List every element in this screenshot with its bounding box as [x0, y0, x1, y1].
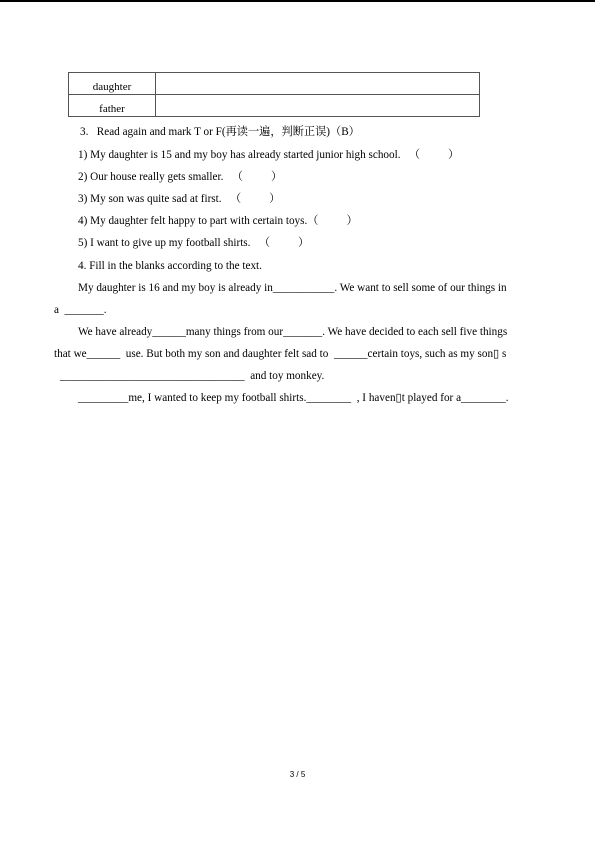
fill-line-6: _________me, I wanted to keep my football shirts.________ , I haven▯t played for a________.	[78, 392, 509, 404]
fill-line-3: We have already______many things from our_______. We have decided to each sell five things	[78, 326, 508, 338]
fill-line-4: that we______ use. But both my son and daughter felt sad to ______certain toys, such as my son▯ s	[54, 348, 507, 360]
tf-item-5: 5) I want to give up my football shirts. （ ）	[78, 237, 310, 249]
fill-table	[68, 72, 480, 117]
fill-line-5: _________________________________ and toy monkey.	[60, 370, 325, 382]
tf-item-3: 3) My son was quite sad at first. （ ）	[78, 193, 281, 205]
tf-item-4: 4) My daughter felt happy to part with certain toys.（ ）	[78, 215, 358, 227]
table-row	[69, 73, 480, 95]
fill-line-1: My daughter is 16 and my boy is already in___________. We want to sell some of our things in	[78, 282, 507, 294]
row-label: father	[69, 95, 156, 117]
section3-heading: 3. Read again and mark T or F(再读一遍，判断正误)（B）	[80, 126, 360, 138]
row-answer-cell[interactable]	[156, 95, 480, 117]
table-row	[69, 95, 480, 117]
page-number: 3 / 5	[289, 770, 306, 779]
tf-item-1: 1) My daughter is 15 and my boy has already started junior high school. （ ）	[78, 149, 460, 161]
section4-heading: 4. Fill in the blanks according to the text.	[78, 260, 262, 272]
fill-line-2: a _______.	[54, 304, 107, 316]
row-label: daughter	[69, 73, 156, 95]
row-answer-cell[interactable]	[156, 73, 480, 95]
top-rule	[0, 0, 595, 2]
tf-item-2: 2) Our house really gets smaller. （ ）	[78, 171, 283, 183]
